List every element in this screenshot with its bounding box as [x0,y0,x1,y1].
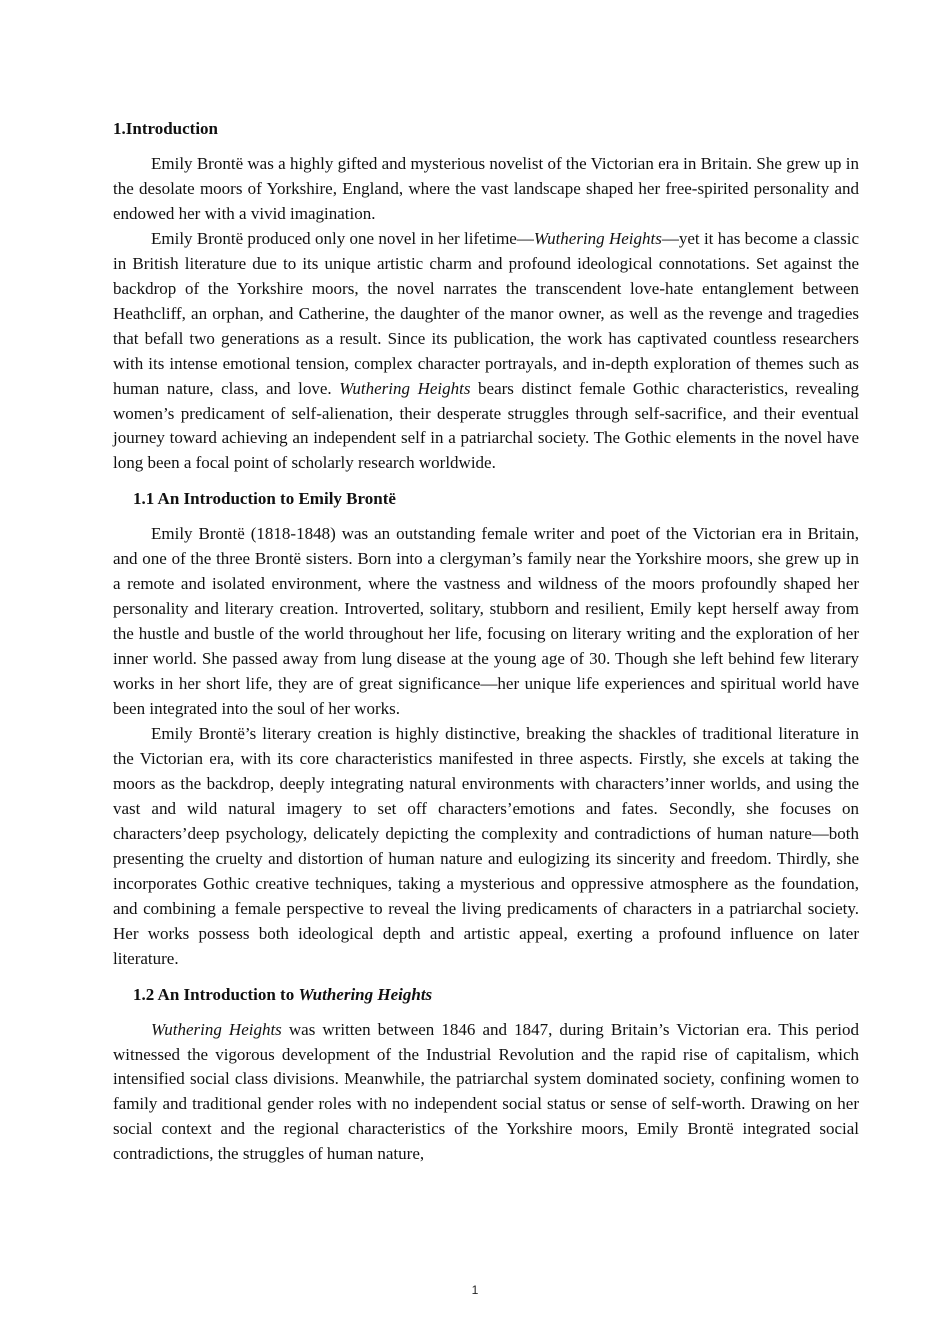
section-heading-1-1: 1.1 An Introduction to Emily Brontë [133,489,396,509]
intro-p2-text-a: Emily Brontë produced only one novel in her lifetime— [151,228,534,248]
spacer [113,1007,859,1018]
section-1-2-p1-text: was written between 1846 and 1847, during Britain’s Victorian era. This period witnessed the vigorous development of the Industrial Revolution and the rapid rise of capitalism, which intensified social class divisions. Meanwhile, the patriarchal system dominated society, confining women to family and traditional gender roles with no independent social status or sense of self-worth. Drawing on her social context and the regional characteristics of the Yorkshire moors, Emily Brontë integrated social contradictions, the struggles of human nature, [113,1019,860,1164]
section-heading-1-2 [113,983,859,1007]
intro-paragraph-1: Emily Brontë was a highly gifted and mysterious novelist of the Victorian era in Britain. She grew up in the desolate moors of Yorkshire, England, where the vast landscape shaped her free-spirited personality and endowed her with a vivid imagination. [113,154,859,223]
spacer [113,476,859,487]
section-1-1-paragraph-1: Emily Brontë (1818-1848) was an outstanding female writer and poet of the Victorian era in Britain, and one of the three Brontë sisters. Born into a clergyman’s family near the Yorkshire moors, she grew up in a remote and isolated environment, where the vastness and wildness of the moors profoundly shaped her personality and literary creation. Introverted, solitary, stubborn and resilient, Emily kept herself away from the hustle and bustle of the world throughout her life, focusing on literary writing and the exploration of her inner world. She passed away from lung disease at the young age of 30. Though she left behind few literary works in her short life, they are of great significance—her unique life experiences and spiritual world have been integrated into the soul of her works. [113,524,859,719]
novel-title-italic: Wuthering Heights [533,228,662,248]
spacer [113,511,859,522]
intro-p2-text-c: bears distinct female Gothic characteristics, revealing women’s predicament of self-alienation, their desperate struggles through self-sacrifice, and their eventual journey toward achieving an independent self in a patriarchal society. The Gothic elements in the novel have long been a focal point of scholarly research worldwide. [113,378,859,473]
page-content [113,117,859,1167]
intro-p2-text-b: —yet it has become a classic in British literature due to its unique artistic charm and profound ideological connotations. Set against the backdrop of the Yorkshire moors, the novel narrates the transcendent love-hate entanglement between Heathcliff, an orphan, and Catherine, the daughter of the manor owner, as well as the revenge and tragedies that befall two generations as a result. Since its publication, the work has captivated countless researchers with its intense emotional tension, complex character portrayals, and in-depth exploration of themes such as human nature, class, and love. [113,228,859,398]
section-1-1-paragraph-2: Emily Brontë’s literary creation is highly distinctive, breaking the shackles of traditional literature in the Victorian era, with its core characteristics manifested in three aspects. Firstly, she excels at taking the moors as the backdrop, deeply integrating natural environments with characters’inner worlds, and using the vast and wild natural imagery to set off characters’emotions and fates. Secondly, she focuses on characters’deep psychology, delicately depicting the complexity and contradictions of human nature—both presenting the cruelty and distortion of human nature and eulogizing its sincerity and freedom. Thirdly, she incorporates Gothic creative techniques, taking a mysterious and oppressive atmosphere as the foundation, and combining a female perspective to reveal the living predicaments of characters in a patriarchal society. Her works possess both ideological depth and artistic appeal, exerting a profound influence on later literature. [113,724,859,968]
section-1-2-paragraph-1 [113,1018,859,1168]
spacer [113,972,859,983]
novel-title-italic: Wuthering Heights [339,378,471,398]
chapter-heading: 1.Introduction [113,119,219,138]
novel-title-italic: Wuthering Heights [151,1019,282,1039]
intro-paragraph-2 [113,227,859,477]
section-1-2-title-italic: Wuthering Heights [298,984,433,1004]
page-number: 1 [471,1283,479,1297]
section-1-2-title-text: 1.2 An Introduction to [133,984,299,1004]
